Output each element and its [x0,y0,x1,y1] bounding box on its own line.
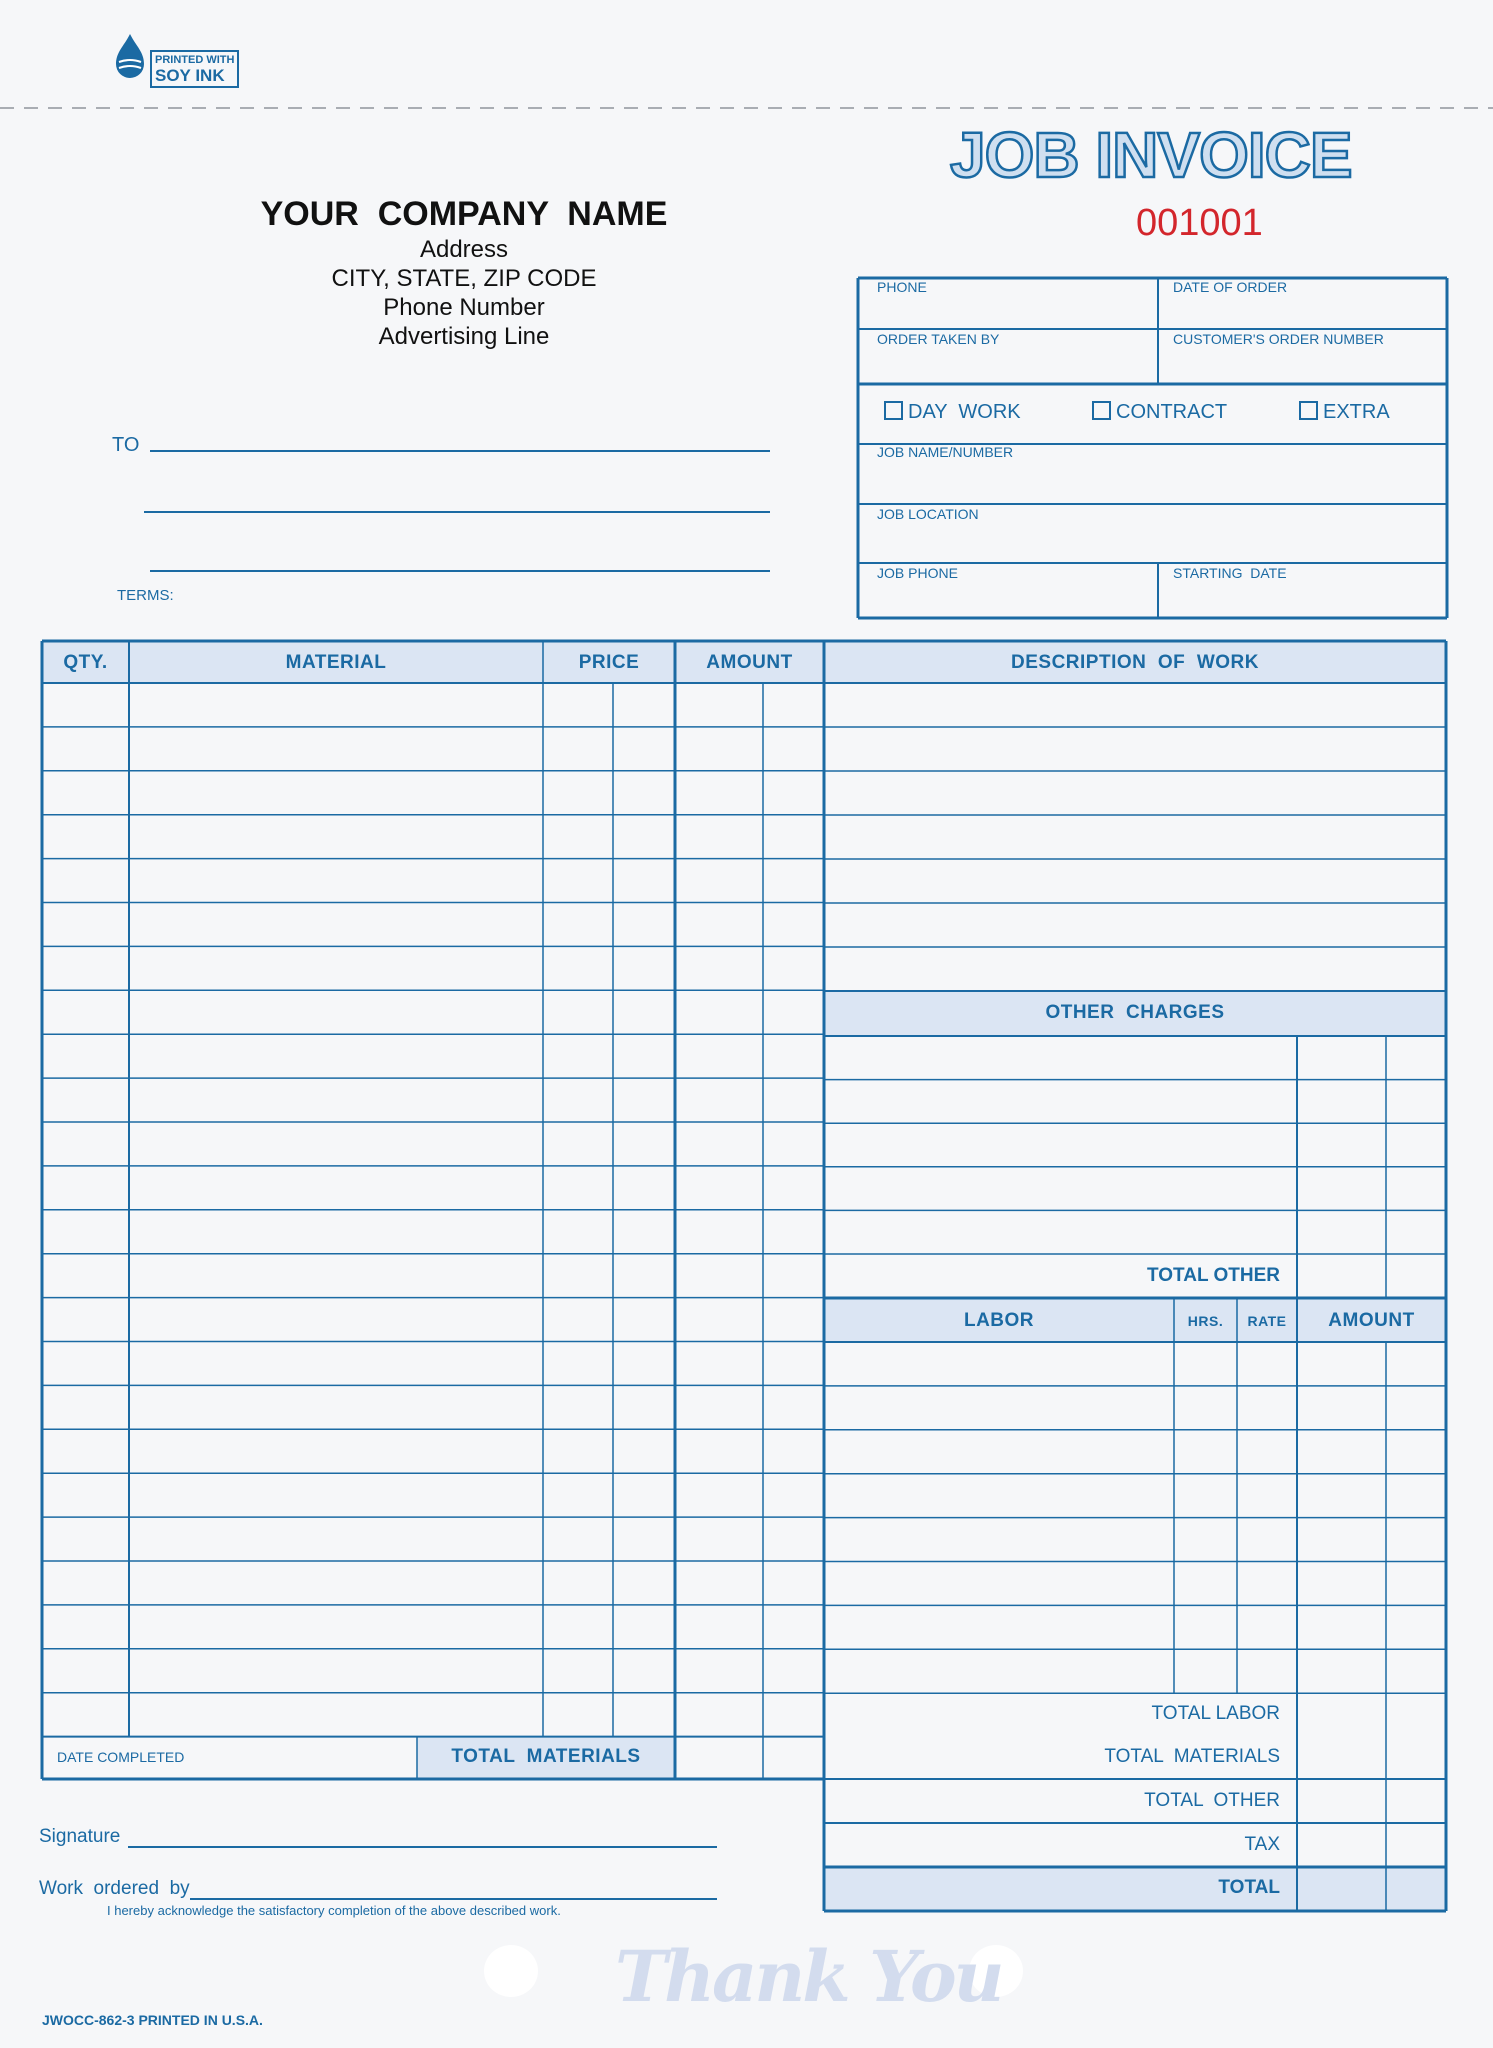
summary-total-materials-label: TOTAL MATERIALS [1104,1746,1280,1767]
checkbox-icon [884,401,903,420]
order-taken-by-field[interactable]: ORDER TAKEN BY [877,331,1000,347]
contract-label: CONTRACT [1116,401,1228,423]
price-header: PRICE [578,652,640,673]
document-title: JOB INVOICE [950,119,1352,191]
signature-line[interactable] [128,1846,717,1848]
labor-header: LABOR [963,1310,1035,1331]
thank-you-watermark: Thank You [615,1935,1002,2018]
material-header: MATERIAL [285,652,387,673]
job-name-field[interactable]: JOB NAME/NUMBER [877,444,1014,460]
company-block [214,193,714,351]
checkbox-icon [1299,401,1318,420]
total-other-label: TOTAL OTHER [1147,1265,1280,1286]
qty-header: QTY. [63,652,108,673]
company-city: CITY, STATE, ZIP CODE [331,265,597,292]
phone-field[interactable]: PHONE [877,279,927,295]
contract-checkbox[interactable] [1092,401,1227,424]
summary-total-other-label: TOTAL OTHER [1144,1790,1280,1811]
to-line-2[interactable] [144,511,770,513]
amount-header: AMOUNT [706,652,793,673]
company-ad-line: Advertising Line [378,323,550,350]
terms-label: TERMS: [117,587,174,604]
work-ordered-line[interactable] [190,1898,717,1900]
to-line-1[interactable] [150,450,770,452]
logo-line-1: PRINTED WITH [155,54,235,66]
starting-date-field[interactable]: STARTING DATE [1173,565,1287,581]
company-phone: Phone Number [383,294,545,321]
extra-checkbox[interactable] [1299,401,1390,424]
date-of-order-field[interactable]: DATE OF ORDER [1173,279,1288,295]
day-work-checkbox[interactable] [884,401,1021,424]
ink-drop-icon [110,32,150,82]
logo-line-2: SOY INK [155,66,225,85]
description-header: DESCRIPTION OF WORK [1011,652,1259,673]
punch-hole-left [484,1945,538,1997]
to-label: TO [112,434,140,456]
customer-order-number-field[interactable]: CUSTOMER'S ORDER NUMBER [1173,331,1384,347]
job-location-field[interactable]: JOB LOCATION [877,506,979,522]
total-materials-label: TOTAL MATERIALS [451,1746,641,1767]
soy-ink-logo [110,40,235,86]
to-line-3[interactable] [150,570,770,572]
company-name: YOUR COMPANY NAME [260,195,668,233]
rate-header: RATE [1247,1313,1287,1329]
job-phone-field[interactable]: JOB PHONE [877,565,958,581]
tax-label: TAX [1244,1834,1280,1855]
form-code: JWOCC-862-3 PRINTED IN U.S.A. [42,2012,263,2028]
signature-label: Signature [39,1826,121,1847]
invoice-number: 001001 [1136,202,1263,244]
grand-total-label: TOTAL [1218,1877,1280,1898]
hrs-header: HRS. [1187,1313,1224,1329]
checkbox-icon [1092,401,1111,420]
labor-amount-header: AMOUNT [1328,1310,1415,1331]
total-labor-label: TOTAL LABOR [1151,1703,1280,1724]
acknowledgement-text: I hereby acknowledge the satisfactory completion of the above described work. [107,1903,561,1918]
date-completed-field[interactable]: DATE COMPLETED [57,1749,185,1765]
day-work-label: DAY WORK [908,401,1021,423]
extra-label: EXTRA [1323,401,1390,423]
work-ordered-label: Work ordered by [39,1878,190,1899]
other-charges-header: OTHER CHARGES [1045,1002,1225,1023]
company-address: Address [419,236,509,263]
